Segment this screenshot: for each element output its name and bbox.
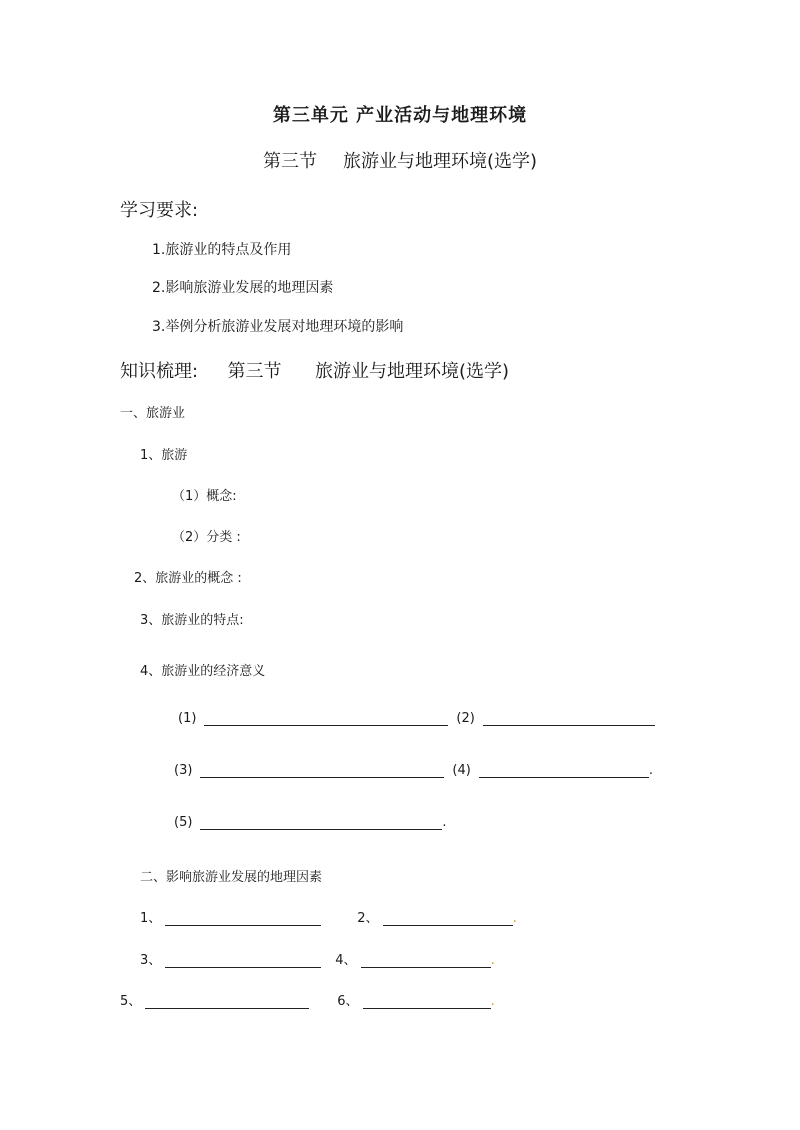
factor-line-2[interactable]: [383, 911, 513, 926]
blank-row-5: [174, 815, 447, 830]
factor-row-5-6: [120, 990, 495, 1009]
factor-line-6[interactable]: [363, 994, 491, 1009]
factor-label-3: 3、: [140, 953, 162, 968]
factor-line-1[interactable]: [165, 911, 321, 926]
blank-line-2[interactable]: [483, 711, 655, 726]
requirement-item-3: 3.举例分析旅游业发展对地理环境的影响: [152, 319, 404, 335]
blank-line-1[interactable]: [204, 711, 448, 726]
factor-label-2: 2、: [357, 911, 379, 926]
blank-label-3: (3): [174, 763, 193, 778]
factor-label-1: 1、: [140, 911, 162, 926]
blank-row-1-2: [178, 711, 655, 726]
factor-label-5: 5、: [120, 994, 142, 1009]
blank-line-4[interactable]: [479, 763, 649, 778]
requirements-heading: 学习要求:: [120, 200, 199, 221]
part1-s3: 3、旅游业的特点:: [140, 613, 244, 628]
factor-end-mark-6: .: [490, 994, 495, 1009]
part1-s2: 2、旅游业的概念 :: [134, 571, 242, 586]
part1-s1: 1、旅游: [140, 448, 188, 463]
knowledge-section: 第三节: [227, 361, 282, 382]
end-mark-4: .: [648, 763, 653, 778]
knowledge-topic: 旅游业与地理环境(选学): [315, 361, 510, 382]
knowledge-heading: 知识梳理:: [120, 361, 199, 382]
factor-row-1-2: [140, 907, 517, 926]
factor-line-3[interactable]: [165, 953, 321, 968]
blank-line-5[interactable]: [200, 815, 442, 830]
subtitle-section: 第三节: [262, 151, 317, 172]
document-title: 第三单元 产业活动与地理环境: [272, 105, 528, 126]
part1-title: 一、旅游业: [120, 406, 186, 421]
blank-label-5: (5): [174, 815, 193, 830]
subtitle-topic: 旅游业与地理环境(选学): [342, 151, 538, 172]
requirement-item-1: 1.旅游业的特点及作用: [152, 242, 292, 258]
factor-end-mark-2: .: [512, 911, 517, 926]
end-mark-5: .: [442, 815, 447, 830]
factor-label-4: 4、: [335, 953, 357, 968]
blank-label-2: (2): [456, 711, 475, 726]
factor-row-3-4: [140, 949, 495, 968]
factor-end-mark-4: .: [490, 953, 495, 968]
blank-label-4: (4): [452, 763, 471, 778]
requirement-item-2: 2.影响旅游业发展的地理因素: [152, 280, 334, 296]
factor-line-4[interactable]: [361, 953, 491, 968]
part1-s4: 4、旅游业的经济意义: [140, 664, 266, 679]
part1-s1b: （2）分类 :: [172, 530, 241, 545]
part1-s1a: （1）概念:: [172, 489, 237, 504]
knowledge-heading-line: [120, 357, 509, 383]
blank-label-1: (1): [178, 711, 197, 726]
factor-line-5[interactable]: [145, 994, 309, 1009]
part2-title: 二、影响旅游业发展的地理因素: [140, 870, 323, 885]
blank-row-3-4: [174, 763, 653, 778]
blank-line-3[interactable]: [200, 763, 444, 778]
section-subtitle: [0, 147, 800, 173]
factor-label-6: 6、: [337, 994, 359, 1009]
